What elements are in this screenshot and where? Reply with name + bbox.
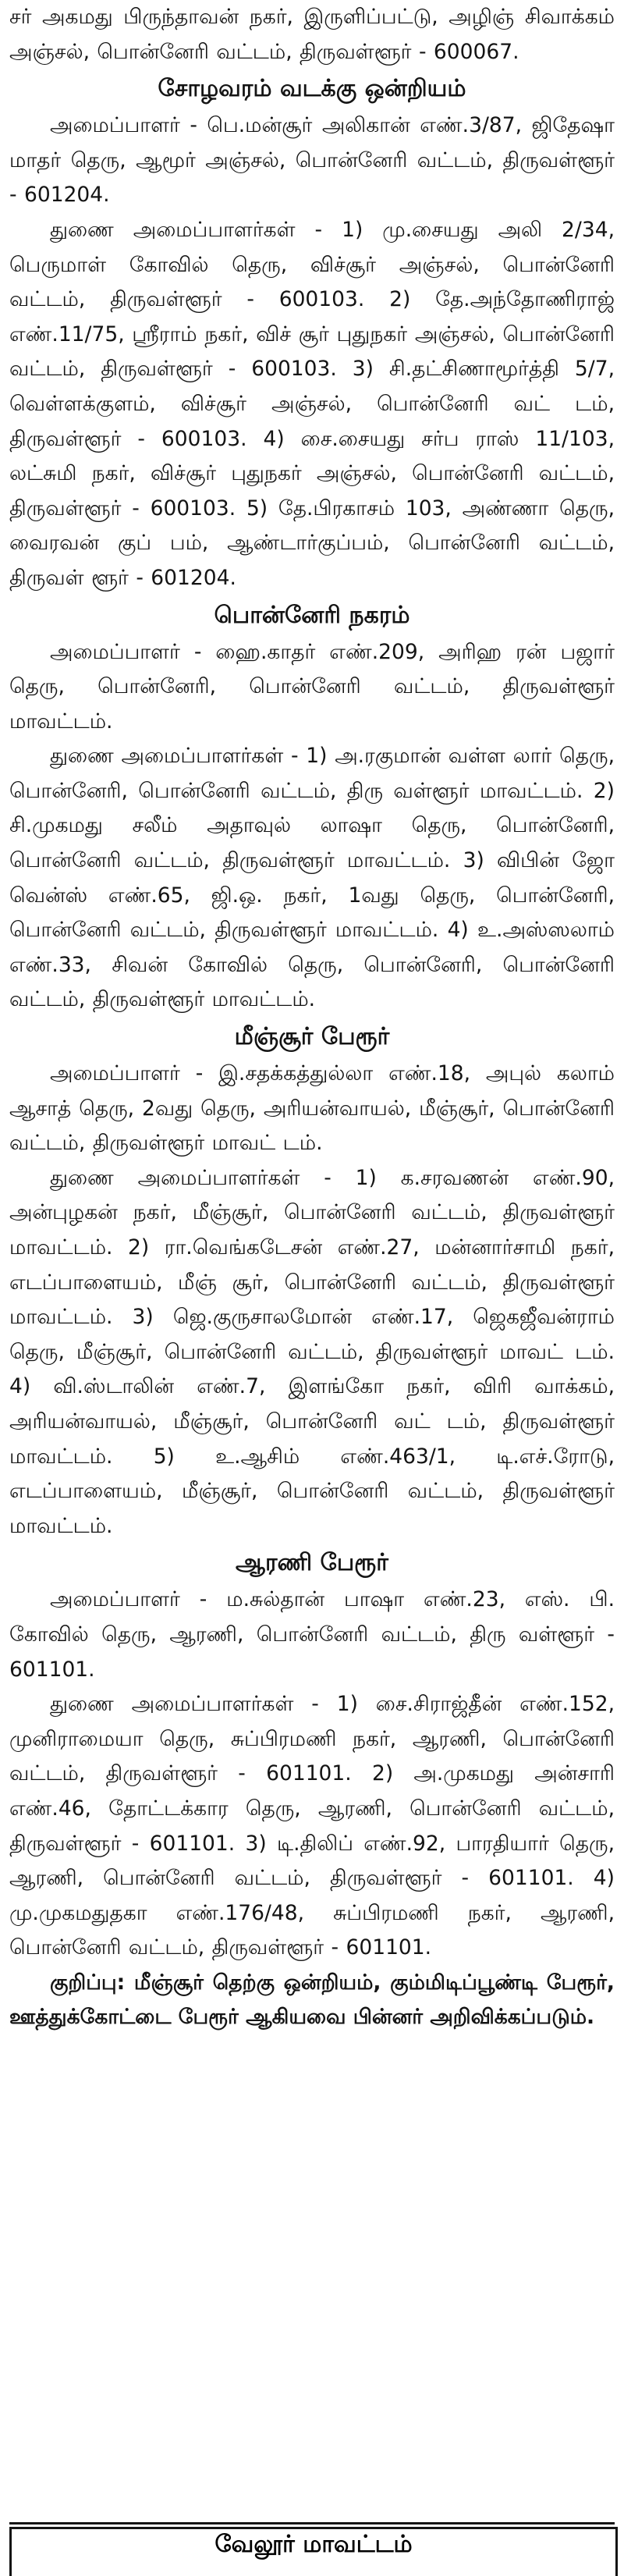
deputies-paragraph: துணை அமைப்பாளர்கள் - 1) சை.சிராஜ்தீன் எண்.152, முனிராமையா தெரு, சுப்பிரமணி நகர், ஆரணி, பொன்னேரி வட்டம், திருவள்ளூர் - 601101. 2) அ.முகமது அன்சாரி எண்.46, தோட்டக்கார தெரு, ஆரணி, பொன்னேரி வட்டம், திருவள்ளூர் - 601101. 3) டி.திலிப் எண்.92, பாரதியார் தெரு, ஆரணி, பொன்னேரி வட்டம், திருவள்ளூர் - 601101. 4) மு.முகமதுதகா எண்.176/48, சுப்பிரமணி நகர், ஆரணி, பொன்னேரி வட்டம், திருவள்ளூர் - 601101. (9, 1692, 615, 1960)
intro-paragraph: சர் அகமது பிருந்தாவன் நகர், இருளிப்பட்டு, அழிஞ் சிவாக்கம் அஞ்சல், பொன்னேரி வட்டம், திருவள்ளூர் - 600067. (9, 5, 615, 64)
section-heading: சோழவரம் வடக்கு ஒன்றியம் (158, 75, 466, 103)
deputies-paragraph: துணை அமைப்பாளர்கள் - 1) மு.சையது அலி 2/34, பெருமாள் கோவில் தெரு, விச்சூர் அஞ்சல், பொன்னேரி வட்டம், திருவள்ளூர் - 600103. 2) தே.அந்தோணிராஜ் எண்.11/75, ஸ்ரீராம் நகர், விச் சூர் புதுநகர் அஞ்சல், பொன்னேரி வட்டம், திருவள்ளூர் - 600103. 3) சி.தட்சிணாமூர்த்தி 5/7, வெள்ளக்குளம், விச்சூர் அஞ்சல், பொன்னேரி வட் டம், திருவள்ளூர் - 600103. 4) சை.சையது சர்ப ராஸ் 11/103, லட்சுமி நகர், விச்சூர் புதுநகர் அஞ்சல், பொன்னேரி வட்டம், திருவள்ளூர் - 600103. 5) தே.பிரகாசம் 103, அண்ணா தெரு, வைரவன் குப் பம், ஆண்டார்குப்பம், பொன்னேரி வட்டம், திருவள் ளூர் - 601204. (9, 217, 615, 590)
section-minjur (9, 1019, 615, 1544)
organizer-paragraph: அமைப்பாளர் - இ.சதக்கத்துல்லா எண்.18, அபுல் கலாம் ஆசாத் தெரு, 2வது தெரு, அரியன்வாயல், மீஞ்சூர், பொன்னேரி வட்டம், திருவள்ளூர் மாவட் டம். (9, 1061, 615, 1156)
footnote: குறிப்பு: மீஞ்சூர் தெற்கு ஒன்றியம், கும்மிடிப்பூண்டி பேரூர், ஊத்துக்கோட்டை பேரூர் ஆகியவை பின்னர் அறிவிக்கப்படும். (9, 1970, 615, 2030)
organizer-paragraph: அமைப்பாளர் - ஹை.காதர் எண்.209, அரிஹ ரன் பஜார் தெரு, பொன்னேரி, பொன்னேரி வட்டம், திருவள்ளூர் மாவட்டம். (9, 639, 615, 734)
section-arani (9, 1545, 615, 1966)
section-ponneri-town (9, 598, 615, 1018)
divider (9, 2522, 615, 2524)
article-column (9, 0, 615, 2035)
organizer-paragraph: அமைப்பாளர் - ம.சுல்தான் பாஷா எண்.23, எஸ். பி. கோவில் தெரு, ஆரணி, பொன்னேரி வட்டம், திரு வள்ளூர் - 601101. (9, 1587, 615, 1682)
deputies-paragraph: துணை அமைப்பாளர்கள் - 1) க.சரவணன் எண்.90, அன்புழகன் நகர், மீஞ்சூர், பொன்னேரி வட்டம், திருவள்ளூர் மாவட்டம். 2) ரா.வெங்கடேசன் எண்.27, மன்னார்சாமி நகர், எடப்பாளையம், மீஞ் சூர், பொன்னேரி வட்டம், திருவள்ளூர் மாவட்டம். 3) ஜெ.குருசாலமோன் எண்.17, ஜெகஜீவன்ராம் தெரு, மீஞ்சூர், பொன்னேரி வட்டம், திருவள்ளூர் மாவட் டம். 4) வி.ஸ்டாலின் எண்.7, இளங்கோ நகர், விரி வாக்கம், அரியன்வாயல், மீஞ்சூர், பொன்னேரி வட் டம், திருவள்ளூர் மாவட்டம். 5) உ.ஆசிம் எண்.463/1, டி.எச்.ரோடு, எடப்பாளையம், மீஞ்சூர், பொன்னேரி வட்டம், திருவள்ளூர் மாவட்டம். (9, 1165, 615, 1538)
next-section-banner: வேலூர் மாவட்டம் (9, 2527, 618, 2576)
section-cholavaram-north (9, 71, 615, 595)
deputies-paragraph: துணை அமைப்பாளர்கள் - 1) அ.ரகுமான் வள்ள லார் தெரு, பொன்னேரி, பொன்னேரி வட்டம், திரு வள்ளூர் மாவட்டம். 2) சி.முகமது சலீம் அதாவுல் லாஷா தெரு, பொன்னேரி, பொன்னேரி வட்டம், திருவள்ளூர் மாவட்டம். 3) விபின் ஜோ வென்ஸ் எண்.65, ஜி.ஒ. நகர், 1வது தெரு, பொன்னேரி, பொன்னேரி வட்டம், திருவள்ளூர் மாவட்டம். 4) உ.அஸ்ஸலாம் எண்.33, சிவன் கோவில் தெரு, பொன்னேரி, பொன்னேரி வட்டம், திருவள்ளூர் மாவட்டம். (9, 744, 615, 1012)
organizer-paragraph: அமைப்பாளர் - பெ.மன்சூர் அலிகான் எண்.3/87, ஜிதேஷா மாதர் தெரு, ஆமூர் அஞ்சல், பொன்னேரி வட்டம், திருவள்ளூர் - 601204. (9, 113, 615, 208)
section-heading: ஆரணி பேரூர் (236, 1549, 388, 1577)
section-heading: மீஞ்சூர் பேரூர் (234, 1023, 390, 1051)
section-heading: பொன்னேரி நகரம் (214, 601, 410, 629)
